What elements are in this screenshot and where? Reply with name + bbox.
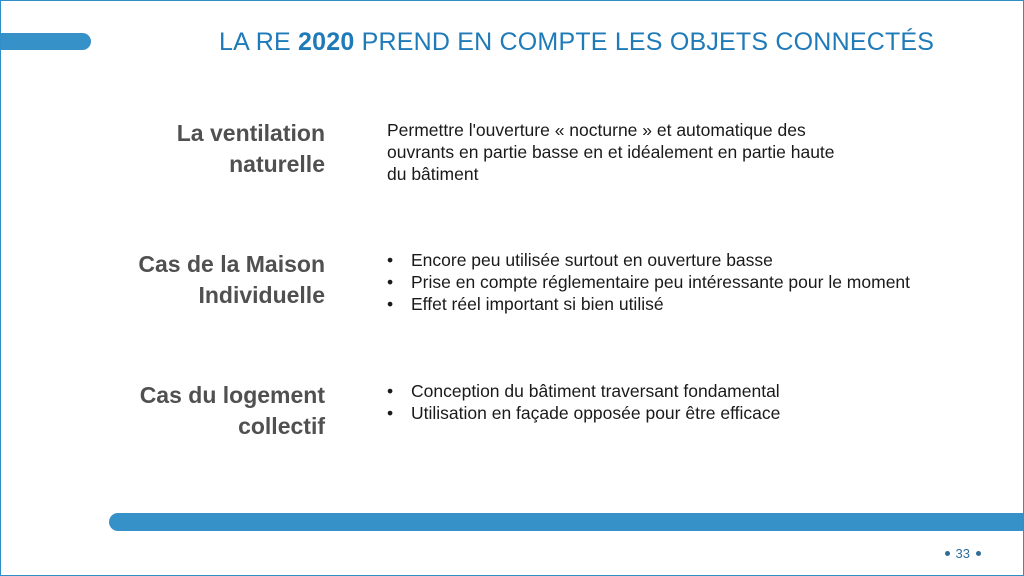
page-number <box>945 546 981 561</box>
slide-title <box>219 28 934 57</box>
dot-icon <box>976 551 981 556</box>
list-item: • Prise en compte réglementaire peu intéressante pour le moment <box>387 271 1007 293</box>
dot-icon <box>945 551 950 556</box>
paragraph-line: du bâtiment <box>387 164 479 184</box>
row-text-ventilation <box>387 119 987 185</box>
row-label-line: Cas du logement <box>139 382 325 408</box>
row-label-line: La ventilation <box>176 120 325 146</box>
list-item: • Encore peu utilisée surtout en ouverture basse <box>387 249 1007 271</box>
bullet-list-collectif <box>387 380 1007 424</box>
title-part-1: LA RE <box>219 28 299 56</box>
row-label-collectif <box>65 380 325 442</box>
row-label-line: naturelle <box>229 151 325 177</box>
list-item: • Effet réel important si bien utilisé <box>387 293 1007 315</box>
bottom-accent-bar <box>109 513 1024 531</box>
row-label-line: collectif <box>238 413 325 439</box>
bullet-list-maison <box>387 249 1007 315</box>
row-label-ventilation <box>65 118 325 180</box>
paragraph-line: ouvrants en partie basse en et idéalement en partie haute <box>387 142 835 162</box>
paragraph-line: Permettre l'ouverture « nocturne » et automatique des <box>387 120 806 140</box>
title-part-3: PREND EN COMPTE LES OBJETS CONNECTÉS <box>354 28 935 56</box>
row-label-maison <box>65 249 325 311</box>
page-number-text: 33 <box>955 546 970 561</box>
list-item: • Conception du bâtiment traversant fondamental <box>387 380 1007 402</box>
title-year: 2020 <box>298 28 355 56</box>
top-accent-bar <box>1 33 91 50</box>
row-label-line: Cas de la Maison <box>138 251 325 277</box>
row-label-line: Individuelle <box>198 282 325 308</box>
list-item: • Utilisation en façade opposée pour être efficace <box>387 402 1007 424</box>
